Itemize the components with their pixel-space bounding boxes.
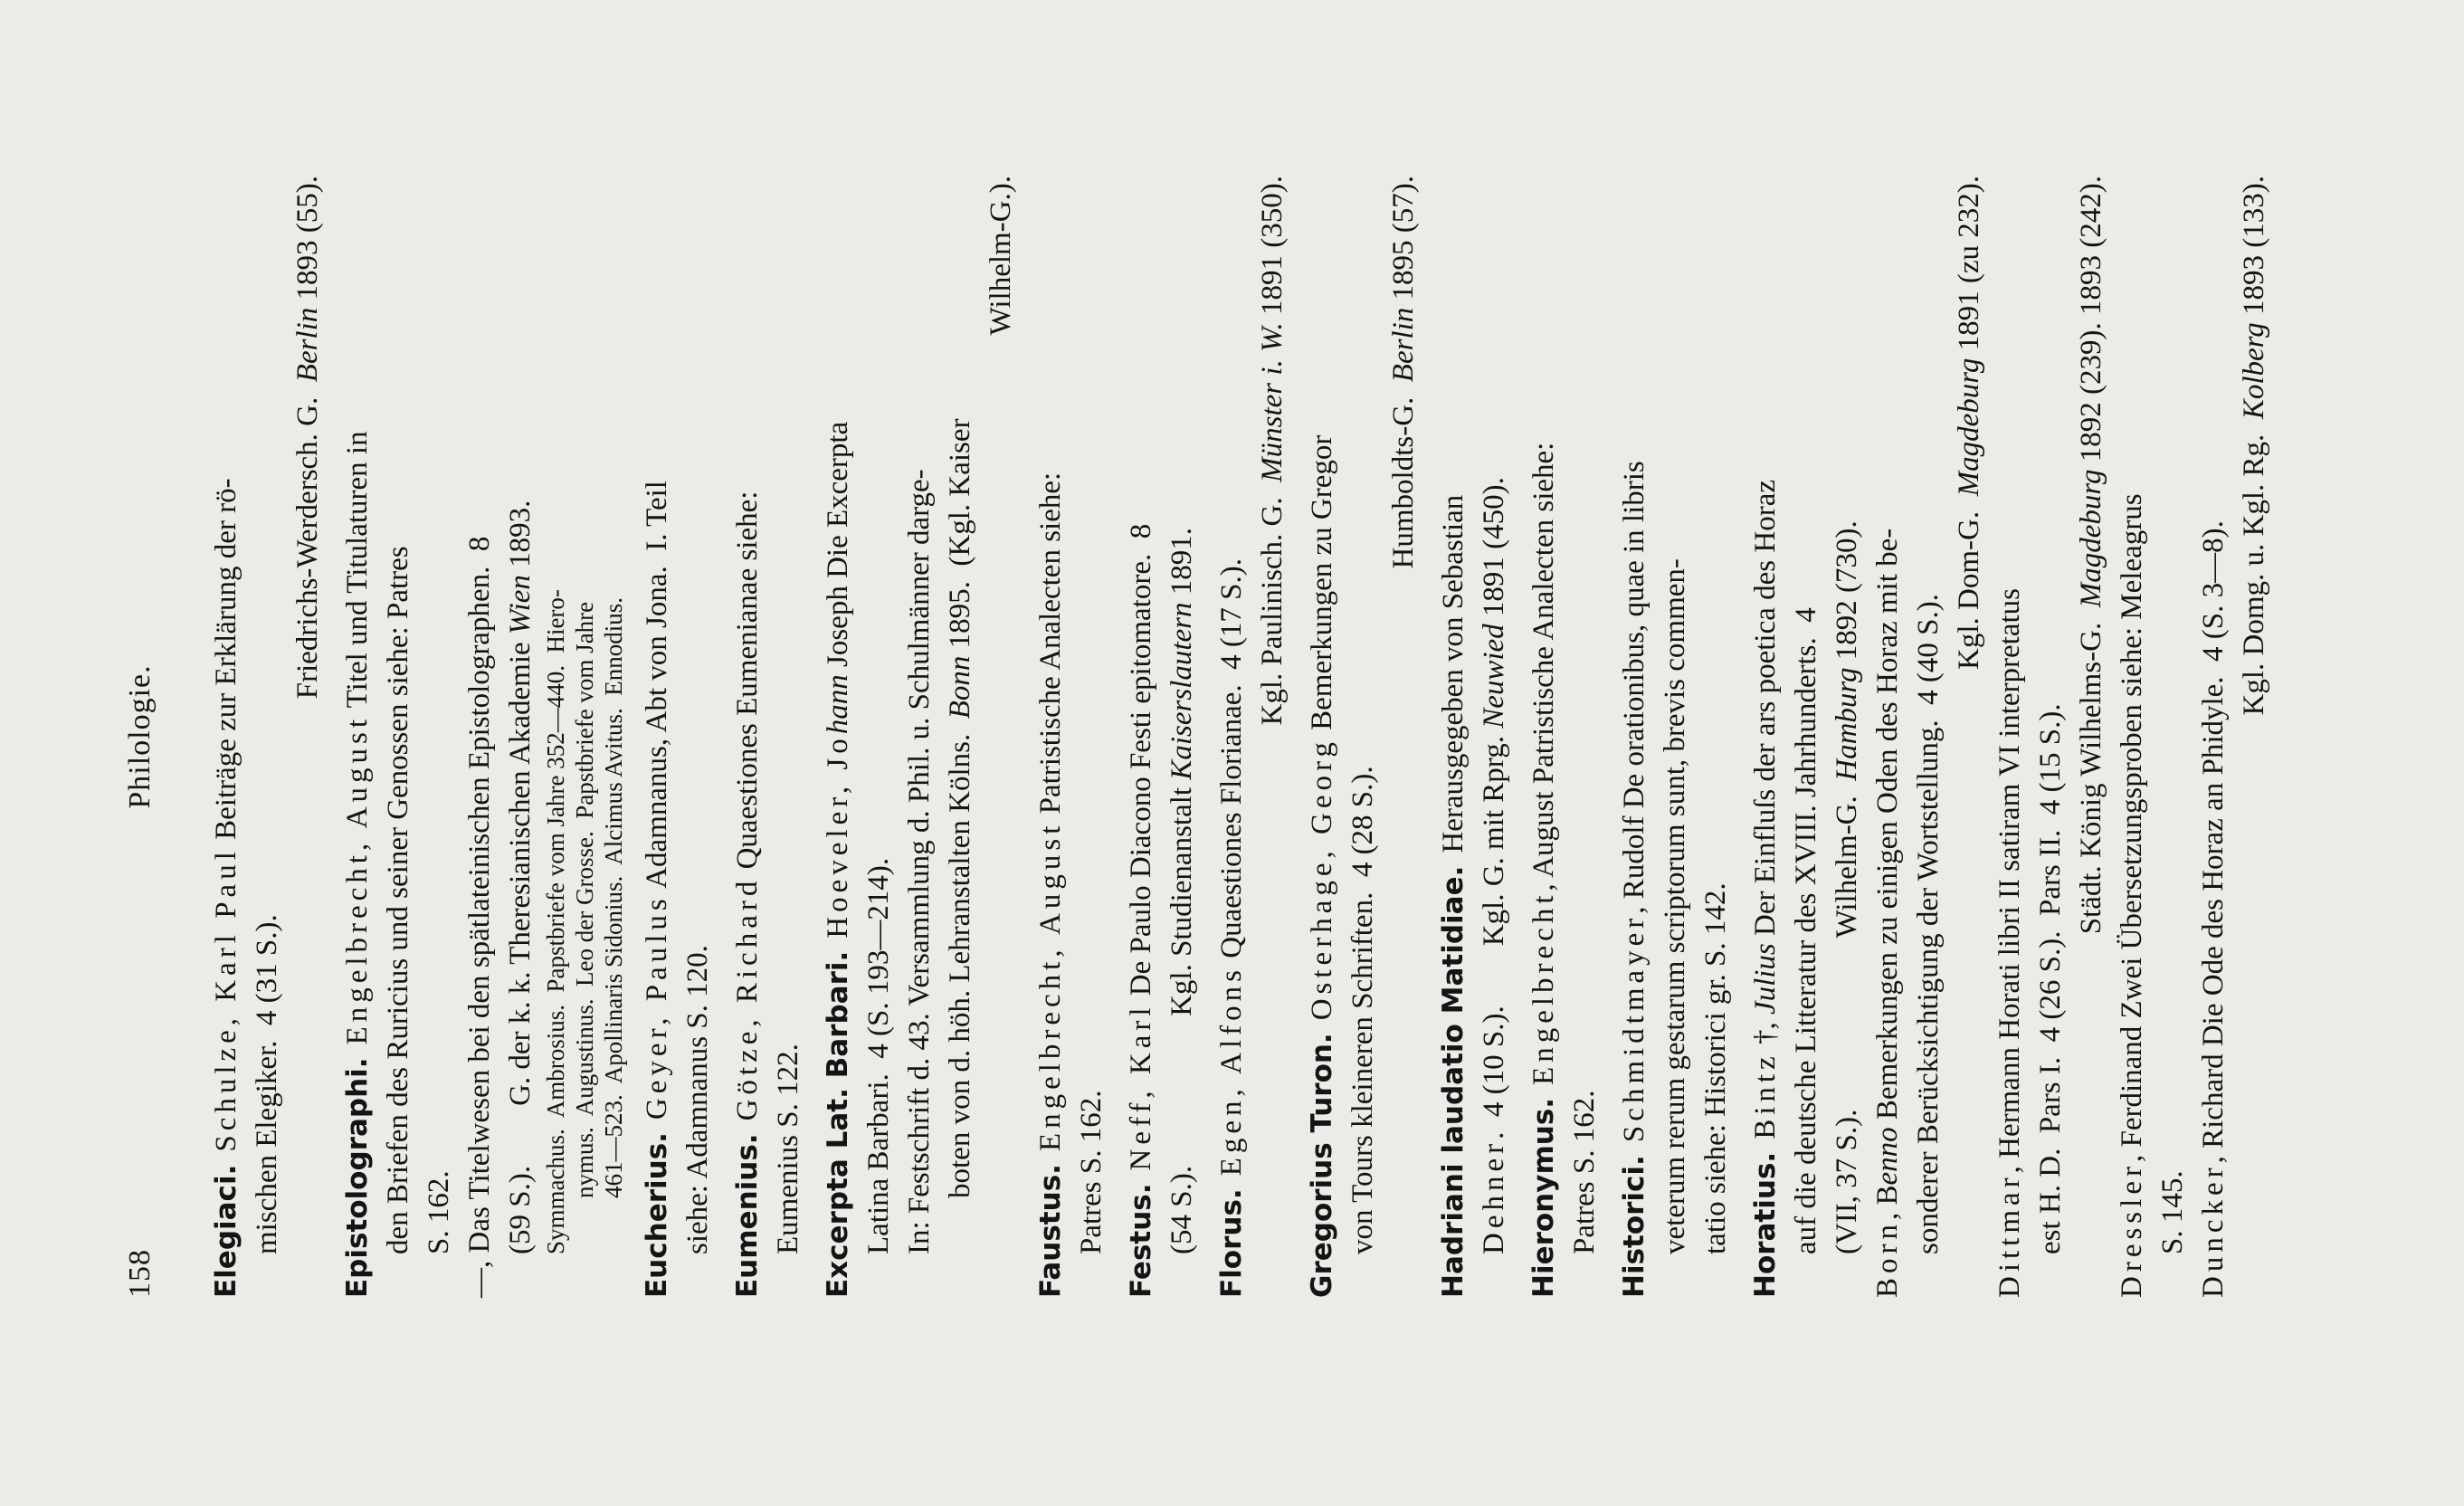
entry-line	[288, 176, 328, 1298]
section-title: Philologie.	[123, 664, 157, 809]
entry-line	[1212, 176, 1252, 1298]
entry-line	[859, 176, 899, 1298]
entry-text: , Rudolf De orationibus, quae in libris	[1618, 461, 1651, 914]
italic-text: Neuwied	[1478, 624, 1510, 729]
entry-text: 461—523. Apollinaris Sidonius. Alcimus Avitus. Ennodius.	[600, 596, 627, 1198]
entry-line	[678, 176, 718, 1298]
entry-text: Friedrichs-Werdersch. G.	[291, 382, 324, 700]
entry-heading: Eucherius.	[641, 1132, 673, 1298]
bibliography-entries	[206, 176, 2275, 1298]
author-name: Götze, Richard	[731, 876, 764, 1121]
entry-heading: Horatius.	[1749, 1151, 1782, 1298]
italic-text: Hamburg	[1831, 667, 1863, 781]
entry-text: (54 S.). Kgl. Studienanstalt	[1165, 779, 1198, 1254]
entry-heading: Hadriani laudatio Matidiae.	[1437, 865, 1470, 1298]
entry-text: siehe: Adamnanus S. 120.	[681, 945, 714, 1254]
entry-text: mischen Elegiker. 4 (31 S.).	[251, 914, 283, 1254]
entry-text: Bemerkungen zu Gregor	[1306, 434, 1338, 739]
entry-line	[1474, 176, 1515, 1298]
entry-line	[899, 176, 940, 1298]
entry-line	[378, 176, 419, 1298]
entry-text: tatio siehe: Historici gr. S. 142.	[1699, 882, 1732, 1254]
entry-line	[637, 176, 678, 1298]
italic-text: Magdeburg	[2075, 469, 2107, 608]
entry-line	[2071, 176, 2112, 1298]
entry-line	[599, 176, 628, 1298]
entry-text: Symmachus. Ambrosius. Papstbriefe vom Jahre 352—440. Hiero-	[542, 589, 569, 1254]
entry-text: Patristische Analecten siehe:	[1034, 472, 1067, 822]
entry-heading: Excerpta Lat. Barbari.	[822, 950, 854, 1298]
entry-text: 1893 (133).	[2238, 176, 2270, 323]
entry-text: Kgl. Dom-G.	[1953, 496, 1985, 670]
entry-text: —, Das Titelwesen bei den spätlateinischen Epistolographen. 8	[463, 536, 496, 1298]
entry-line	[419, 176, 460, 1298]
italic-text: Kaiserslautern	[1165, 602, 1198, 780]
entry-line	[1302, 176, 1343, 1298]
entry-text: In: Festschrift d. 43. Versammlung d. Phil. u. Schulmänner darge-	[903, 469, 936, 1254]
author-name: Geyer, Paulus	[641, 894, 673, 1120]
entry-text: Kgl. Domg. u. Kgl. Rg.	[2238, 419, 2270, 716]
entry-line	[570, 176, 599, 1298]
author-name: Engelbrecht, August	[341, 715, 374, 1045]
entry-text: (VII, 37 S.). Wilhelm-G.	[1831, 780, 1863, 1254]
author-name: Osterhage, Georg	[1306, 738, 1338, 1021]
entry-heading: Florus.	[1215, 1188, 1248, 1298]
entry-line	[1565, 176, 1605, 1298]
author-name: Engelbrecht	[1527, 891, 1560, 1085]
entry-line	[1384, 176, 1424, 1298]
entry-text: , B	[1871, 1185, 1904, 1220]
entry-text: 1891 (zu 232).	[1953, 176, 1985, 358]
entry-text: †,	[1749, 1015, 1782, 1053]
entry-heading: Faustus.	[1034, 1164, 1067, 1298]
entry-line	[1031, 176, 1071, 1298]
entry-line	[1252, 176, 1293, 1298]
entry-text: Wilhelm-G.).	[985, 176, 1017, 336]
entry-text: 1892 (239). 1893 (242).	[2075, 176, 2107, 470]
entry-text: S. 145.	[2156, 1170, 2189, 1254]
entry-text: , Hermann Horati libri II satiram VI interpretatus	[1993, 587, 2026, 1174]
italic-text: hann	[822, 674, 854, 735]
entry-line	[2031, 176, 2071, 1298]
author-name: Bintz	[1749, 1052, 1782, 1139]
entry-text: Städt. König Wilhelms-G.	[2075, 607, 2107, 935]
entry-text: Kgl. Paulinisch. G.	[1256, 481, 1289, 726]
entry-line	[1696, 176, 1736, 1298]
author-name: Born	[1871, 1220, 1904, 1298]
entry-line	[541, 176, 570, 1298]
entry-text: den Briefen des Ruricius und seiner Genossen siehe: Patres	[382, 546, 414, 1254]
entry-line	[460, 176, 500, 1298]
italic-text: Magdeburg	[1953, 357, 1985, 497]
italic-text: Bonn	[944, 655, 976, 720]
entry-line	[1524, 176, 1565, 1298]
author-name: Schmidtmayer	[1618, 913, 1651, 1143]
author-name: Egen, Alfons	[1215, 965, 1248, 1177]
entry-line	[818, 176, 859, 1298]
entry-line	[728, 176, 768, 1298]
page-number: 158	[123, 1249, 157, 1298]
entry-line	[1343, 176, 1384, 1298]
entry-text: Titel und Titulaturen in	[341, 431, 374, 715]
entry-heading: Festus.	[1125, 1183, 1157, 1298]
entry-line	[940, 176, 981, 1298]
entry-text: veterum rerum gestarum scriptorum sunt, brevis commen-	[1659, 558, 1691, 1254]
entry-line	[500, 176, 541, 1298]
author-name: Dehner	[1478, 1139, 1510, 1254]
entry-line	[338, 176, 378, 1298]
entry-line	[2153, 176, 2193, 1298]
entry-text: (59 S.). G. der k. k. Theresianischen Akademie	[504, 634, 537, 1254]
entry-line	[247, 176, 288, 1298]
italic-text: Julius	[1749, 943, 1782, 1015]
entry-line	[1786, 176, 1827, 1298]
entry-heading: Gregorius Turon.	[1306, 1033, 1338, 1298]
italic-text: Kolberg	[2238, 322, 2270, 420]
entry-line	[1433, 176, 1474, 1298]
entry-line	[1908, 176, 1949, 1298]
entry-text: est H. D. Pars I. 4 (26 S.). Pars II. 4 (15 S.).	[2034, 703, 2067, 1254]
author-name: Engelbrecht, August	[1034, 821, 1067, 1152]
entry-text: Der Einfluſs der ars poetica des Horaz	[1749, 480, 1782, 944]
entry-heading: Epistolographi.	[341, 1057, 374, 1298]
entry-line	[206, 176, 247, 1298]
running-head	[123, 176, 163, 1298]
entry-text: , Richard Die Ode des Horaz an Phidyle. 4 (S. 3—8).	[2197, 520, 2230, 1164]
entry-text: nymus. Augustinus. Leo der Grosse. Papstbriefe vom Jahre	[571, 601, 598, 1198]
entry-line	[1162, 176, 1203, 1298]
author-name: Dressler	[2116, 1162, 2148, 1298]
entry-text: . 4 (10 S.). Kgl. G. mit Rprg.	[1478, 728, 1510, 1139]
entry-heading: Eumenius.	[731, 1133, 764, 1298]
entry-line	[2193, 176, 2234, 1298]
entry-text: S. 162.	[423, 1170, 455, 1254]
entry-line	[981, 176, 1022, 1298]
italic-text: Berlin	[291, 307, 324, 383]
entry-text: Humboldts-G.	[1387, 382, 1420, 569]
entry-text: Quaestiones Eumenianae siehe:	[731, 491, 764, 877]
entry-text: Quaestiones Florianae. 4 (17 S.).	[1215, 558, 1248, 966]
entry-text: 1891.	[1165, 528, 1198, 603]
entry-line	[1121, 176, 1162, 1298]
entry-text: De Paulo Diacono Festi epitomatore. 8	[1125, 523, 1157, 1004]
entry-line	[1614, 176, 1655, 1298]
entry-heading: Elegiaci.	[210, 1164, 243, 1298]
entry-heading: Hieronymus.	[1527, 1097, 1560, 1298]
entry-text: von Tours kleineren Schriften. 4 (28 S.).	[1346, 766, 1379, 1254]
entry-text: Joseph Die Excerpta	[822, 421, 854, 675]
author-name: Neff, Karl	[1125, 1003, 1157, 1171]
author-name: Duncker	[2197, 1163, 2230, 1298]
italic-text: Münster i. W.	[1256, 322, 1289, 482]
author-name: Hoeveler, Jo	[822, 734, 854, 939]
entry-text: Patres S. 162.	[1568, 1090, 1601, 1254]
entry-line	[768, 176, 809, 1298]
entry-text: 1892 (730).	[1831, 520, 1863, 668]
entry-text: Latina Barbari. 4 (S. 193—214).	[862, 857, 895, 1254]
entry-text: 1891 (450).	[1478, 477, 1510, 624]
entry-text: auf die deutsche Litteratur des XVIII. Jahrhunderts. 4	[1790, 607, 1822, 1254]
entry-text: Adamnanus, Abt von Jona. I. Teil	[641, 481, 673, 895]
entry-text: sonderer Berücksichtigung der Wortstellung. 4 (40 S.).	[1912, 594, 1945, 1254]
italic-text: enno	[1871, 1127, 1904, 1186]
entry-line	[1868, 176, 1908, 1298]
entry-line	[1990, 176, 2031, 1298]
entry-text: boten von d. höh. Lehranstalten Kölns.	[944, 719, 976, 1198]
entry-text: Eumenius S. 122.	[772, 1044, 804, 1254]
entry-line	[1746, 176, 1786, 1298]
entry-text: 1891 (350).	[1256, 176, 1289, 323]
entry-text: 1895. (Kgl. Kaiser	[944, 418, 976, 656]
entry-line	[2112, 176, 2153, 1298]
entry-text: Bemerkungen zu einigen Oden des Horaz mit be-	[1871, 528, 1904, 1128]
entry-line	[1827, 176, 1868, 1298]
entry-line	[2234, 176, 2275, 1298]
entry-text: 1893 (55).	[291, 176, 324, 308]
entry-text: , Ferdinand Zwei Übersetzungsproben siehe: Meleagrus	[2116, 493, 2148, 1163]
entry-text: , August Patristische Analecten siehe:	[1527, 442, 1560, 891]
author-name: Dittmar	[1993, 1173, 2026, 1298]
entry-text: 1895 (57).	[1387, 176, 1420, 308]
entry-heading: Historici.	[1618, 1155, 1651, 1298]
entry-line	[1949, 176, 1990, 1298]
entry-line	[1655, 176, 1696, 1298]
italic-text: Wien	[504, 575, 537, 635]
entry-line	[1071, 176, 1112, 1298]
entry-text: 1893.	[504, 500, 537, 576]
entry-text: Herausgegeben von Sebastian	[1437, 494, 1470, 853]
italic-text: Berlin	[1387, 307, 1420, 383]
author-name: Schulze, Karl Paul	[210, 847, 243, 1152]
entry-text: Patres S. 162.	[1075, 1090, 1108, 1254]
entry-text: Beiträge zur Erklärung der rö-	[210, 478, 243, 848]
